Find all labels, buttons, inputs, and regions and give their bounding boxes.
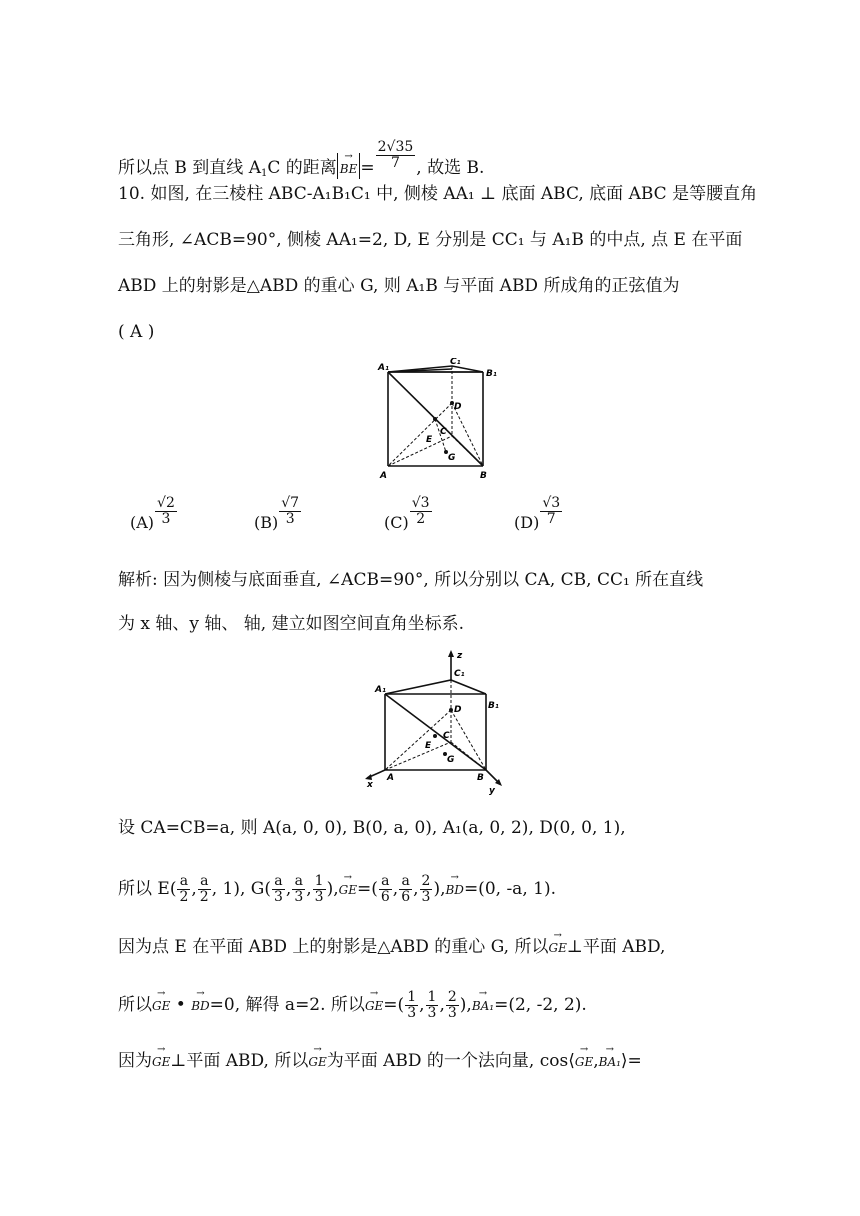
denominator: 3 <box>427 1005 437 1021</box>
label-b1: B₁ <box>486 369 497 379</box>
numerator: 1 <box>407 989 417 1005</box>
text: , 故选 B. <box>416 158 485 178</box>
axis-z: z <box>457 651 463 661</box>
option-a[interactable] <box>130 496 178 532</box>
text: =(0, -a, 1). <box>463 879 556 899</box>
fraction <box>272 874 285 905</box>
fraction <box>292 874 305 905</box>
option-d[interactable] <box>514 496 563 532</box>
denominator: 3 <box>447 1005 457 1021</box>
text: =(2, -2, 2). <box>494 995 587 1015</box>
vector-ba1: → BA₁ <box>599 1046 621 1072</box>
solution-line6: 所以→ GE • → BD=0, 解得 a=2. 所以→ GE=( $\frac{1}{3}$ , $\frac{1}{3}$ , $\frac{2}{3}$ ),→ BA₁=(2, -2, 2). <box>118 990 587 1021</box>
axis-x: x <box>367 780 373 790</box>
denominator: 6 <box>380 889 390 905</box>
fraction <box>399 874 412 905</box>
fraction <box>313 874 326 905</box>
denominator: 3 <box>279 511 301 527</box>
distance-line <box>118 140 484 184</box>
label-b: B <box>477 773 484 783</box>
option-label: (B) <box>254 513 279 532</box>
text: 所以点 B 到直线 A <box>118 158 261 178</box>
fraction <box>198 874 211 905</box>
vector-ba1: → BA₁ <box>472 990 494 1016</box>
numerator: a <box>179 873 189 889</box>
option-label: (A) <box>130 513 155 532</box>
text: 为平面 ABD 的一个法向量, cos⟨ <box>326 1051 575 1071</box>
abs-vector <box>337 153 361 179</box>
text: 因为点 E 在平面 ABD 上的射影是△ABD 的重心 G, 所以 <box>118 937 549 957</box>
numerator: 2 <box>421 873 431 889</box>
numerator: √3 <box>542 495 561 511</box>
denominator: 6 <box>401 889 411 905</box>
denominator: 2 <box>410 511 432 527</box>
numerator: √3 <box>411 495 430 511</box>
label-g: G <box>448 453 456 463</box>
denominator: 3 <box>294 889 304 905</box>
fraction <box>177 874 190 905</box>
text: = <box>360 158 375 178</box>
option-fraction <box>279 496 301 527</box>
label-c1: C₁ <box>450 358 461 367</box>
text: 因为 <box>118 1051 152 1071</box>
label-c1: C₁ <box>454 669 465 679</box>
denominator: 3 <box>421 889 431 905</box>
label-a: A <box>387 773 394 783</box>
solution-line7 <box>118 1046 642 1072</box>
label-g: G <box>447 755 455 765</box>
numerator: 2 <box>447 989 457 1005</box>
prism-figure <box>372 358 572 488</box>
fraction <box>446 990 459 1021</box>
option-label: (C) <box>384 513 409 532</box>
denominator: 7 <box>376 155 416 171</box>
vector-ge: → GE <box>152 1046 170 1072</box>
solution-line2: 为 x 轴、y 轴、 轴, 建立如图空间直角坐标系. <box>118 614 465 634</box>
option-fraction <box>410 496 432 527</box>
q10-line1: 10. 如图, 在三棱柱 ABC-A₁B₁C₁ 中, 侧棱 AA₁ ⊥ 底面 ABC, 底面 ABC 是等腰直角 <box>118 184 758 204</box>
numerator: 1 <box>314 873 324 889</box>
text: C 的距离 <box>267 158 337 178</box>
label-a1: A₁ <box>375 685 386 695</box>
vector-ge: → GE <box>339 874 357 900</box>
denominator: 3 <box>155 511 177 527</box>
option-c[interactable] <box>384 496 433 532</box>
text: 所以 E( <box>118 879 177 899</box>
denominator: 7 <box>540 511 562 527</box>
text: ⊥平面 ABD, <box>566 937 666 957</box>
denominator: 2 <box>199 889 209 905</box>
q10-line3: ABD 上的射影是△ABD 的重心 G, 则 A₁B 与平面 ABD 所成角的正弦值为 <box>118 276 680 296</box>
numerator: √7 <box>281 495 300 511</box>
denominator: 2 <box>179 889 189 905</box>
text: • <box>170 995 192 1015</box>
label-b: B <box>480 471 487 481</box>
text: ⊥平面 ABD, 所以 <box>170 1051 309 1071</box>
option-fraction <box>155 496 177 527</box>
vector-bd: → BD <box>445 874 463 900</box>
label-d: D <box>454 705 462 715</box>
text: , 1 <box>211 879 234 899</box>
subscript: 1 <box>260 168 268 179</box>
numerator: a <box>401 873 410 889</box>
label-d: D <box>454 402 462 412</box>
label-b1: B₁ <box>488 701 499 711</box>
numerator: a <box>274 873 283 889</box>
text: ), <box>433 879 446 899</box>
numerator: √2 <box>157 495 175 511</box>
q10-answer: ( A ) <box>118 322 155 342</box>
fraction <box>426 990 439 1021</box>
label-a: A <box>380 471 387 481</box>
text: ⟩= <box>620 1051 642 1071</box>
vector-ge: → GE <box>575 1046 593 1072</box>
denominator: 3 <box>273 889 283 905</box>
solution-line4: 所以 E( $\frac{a}{2}$ , $\frac{a}{2}$ , 1), G( $\frac{a}{3}$ , $\frac{a}{3}$ , $\frac{1}{3}$ ),→ GE=( $\frac{a}{6}$ , $\frac{a}{6}$ , $\frac{2}{3}$ ),→ BD=(0, -a, 1). <box>118 874 556 905</box>
numerator: 1 <box>427 989 437 1005</box>
solution-line1: 解析: 因为侧棱与底面垂直, ∠ACB=90°, 所以分别以 CA, CB, CC₁ 所在直线 <box>118 570 704 590</box>
denominator: 3 <box>314 889 324 905</box>
solution-line5 <box>118 932 665 958</box>
vector-ge: → GE <box>365 990 383 1016</box>
numerator: 2√35 <box>377 139 414 155</box>
option-fraction <box>540 496 562 527</box>
vector-ge: → GE <box>152 990 170 1016</box>
numerator: a <box>200 873 209 889</box>
label-c: C <box>440 427 447 437</box>
text: ), <box>459 995 472 1015</box>
fraction <box>379 874 392 905</box>
text: 所以 <box>118 995 152 1015</box>
vector-ge: → GE <box>549 932 567 958</box>
label-e: E <box>425 741 432 751</box>
denominator: 3 <box>407 1005 417 1021</box>
text: ), <box>326 879 339 899</box>
axis-y: y <box>489 786 495 795</box>
numerator: a <box>294 873 303 889</box>
text: ), G( <box>233 879 271 899</box>
fraction <box>376 140 416 171</box>
label-c: C <box>443 731 450 741</box>
label-e: E <box>426 435 433 445</box>
coordinate-figure <box>365 650 515 795</box>
vector: → BE <box>340 153 358 179</box>
fraction <box>420 874 433 905</box>
option-b[interactable] <box>254 496 302 532</box>
vector-bd: → BD <box>191 990 209 1016</box>
q10-line2: 三角形, ∠ACB=90°, 侧棱 AA₁=2, D, E 分别是 CC₁ 与 A₁B 的中点, 点 E 在平面 <box>118 230 743 250</box>
solution-line3: 设 CA=CB=a, 则 A(a, 0, 0), B(0, a, 0), A₁(a, 0, 2), D(0, 0, 1), <box>118 818 626 838</box>
fraction <box>405 990 418 1021</box>
text: =( <box>356 879 378 899</box>
label-a1: A₁ <box>378 363 389 373</box>
text: , <box>593 1051 599 1071</box>
vector-ge: → GE <box>308 1046 326 1072</box>
option-label: (D) <box>514 513 540 532</box>
numerator: a <box>381 873 390 889</box>
text: =0, 解得 a=2. 所以 <box>209 995 365 1015</box>
text: =( <box>383 995 405 1015</box>
